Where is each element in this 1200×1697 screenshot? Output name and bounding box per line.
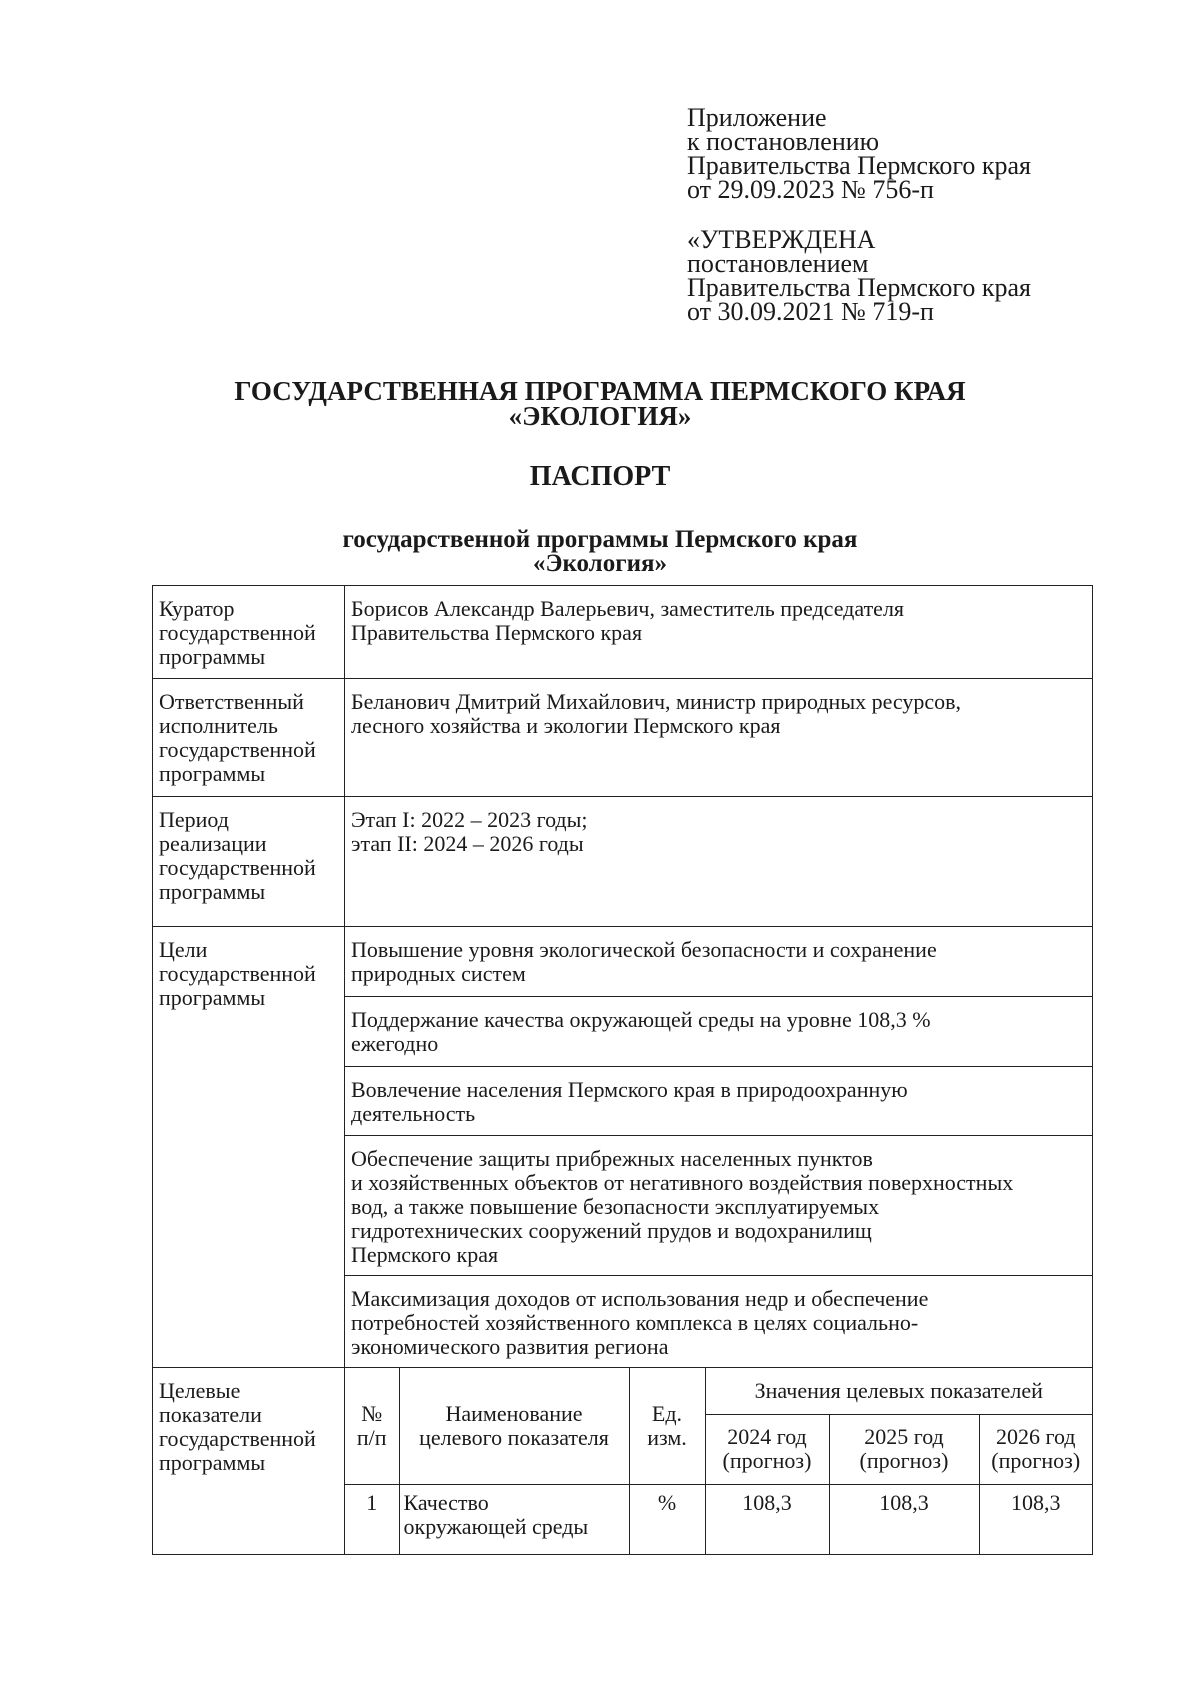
indicators-header-row xyxy=(345,1368,1092,1414)
attachment-line: Приложение xyxy=(687,103,827,132)
row-value: Этап I: 2022 – 2023 годы; этап II: 2024 – 2026 годы xyxy=(345,797,1093,927)
goal-item: Обеспечение защиты прибрежных населенных пунктов и хозяйственных объектов от негативного воздействия поверхностных вод, а также повышение безопасности эксплуатируемых гидротехнических сооружений прудов и водохранилищ Пермского края xyxy=(345,1136,1093,1276)
header-name: Наименование целевого показателя xyxy=(399,1368,629,1484)
attachment-line: Правительства Пермского края xyxy=(687,151,1031,180)
document-title-block xyxy=(0,378,1200,576)
table-row-responsible xyxy=(153,679,1093,797)
goal-item: Максимизация доходов от использования недр и обеспечение потребностей хозяйственного комплекса в целях социально- экономического развития региона xyxy=(345,1276,1093,1368)
attachment-line: к постановлению xyxy=(687,127,880,156)
table-row-indicators xyxy=(153,1368,1093,1555)
passport-table xyxy=(152,585,1093,1555)
header-year: 2026 год (прогноз) xyxy=(979,1414,1092,1484)
header-year: 2024 год (прогноз) xyxy=(705,1414,829,1484)
passport-subtitle: государственной программы Пермского края xyxy=(342,526,858,553)
attachment-header xyxy=(687,103,1127,326)
row-label: Период реализации государственной программы xyxy=(153,797,345,927)
table-row-goals xyxy=(153,927,1093,997)
row-label: Куратор государственной программы xyxy=(153,586,345,679)
attachment-line: от 29.09.2023 № 756-п xyxy=(687,175,934,204)
indicators-cell xyxy=(345,1368,1093,1555)
row-value: Борисов Александр Валерьевич, заместитель председателя Правительства Пермского края xyxy=(345,586,1093,679)
approved-line: от 30.09.2021 № 719-п xyxy=(687,297,934,326)
approved-line: Правительства Пермского края xyxy=(687,273,1031,302)
indicator-value-2025: 108,3 xyxy=(829,1484,979,1554)
header-unit: Ед. изм. xyxy=(629,1368,705,1484)
indicators-table xyxy=(345,1368,1092,1554)
approved-line: «УТВЕРЖДЕНА xyxy=(687,225,876,254)
table-row-curator xyxy=(153,586,1093,679)
program-title-name: «ЭКОЛОГИЯ» xyxy=(508,401,692,431)
header-num: № п/п xyxy=(345,1368,399,1484)
indicator-value-2026: 108,3 xyxy=(979,1484,1092,1554)
passport-subtitle-name: «Экология» xyxy=(532,550,667,577)
row-label: Цели государственной программы xyxy=(153,927,345,1368)
indicator-value-2024: 108,3 xyxy=(705,1484,829,1554)
indicator-unit: % xyxy=(629,1484,705,1554)
row-label: Ответственный исполнитель государственной программы xyxy=(153,679,345,797)
goal-item: Повышение уровня экологической безопасности и сохранение природных систем xyxy=(345,927,1093,997)
row-value: Беланович Дмитрий Михайлович, министр природных ресурсов, лесного хозяйства и экологии Пермского края xyxy=(345,679,1093,797)
header-values-group: Значения целевых показателей xyxy=(705,1368,1092,1414)
indicator-num: 1 xyxy=(345,1484,399,1554)
table-row-period xyxy=(153,797,1093,927)
table-row xyxy=(345,1484,1092,1554)
row-label: Целевые показатели государственной программы xyxy=(153,1368,345,1555)
indicator-name: Качество окружающей среды xyxy=(399,1484,629,1554)
goal-item: Вовлечение населения Пермского края в природоохранную деятельность xyxy=(345,1067,1093,1136)
goal-item: Поддержание качества окружающей среды на уровне 108,3 % ежегодно xyxy=(345,997,1093,1067)
passport-heading: ПАСПОРТ xyxy=(529,461,671,492)
approved-line: постановлением xyxy=(687,249,869,278)
program-title: ГОСУДАРСТВЕННАЯ ПРОГРАММА ПЕРМСКОГО КРАЯ xyxy=(234,376,966,406)
header-year: 2025 год (прогноз) xyxy=(829,1414,979,1484)
